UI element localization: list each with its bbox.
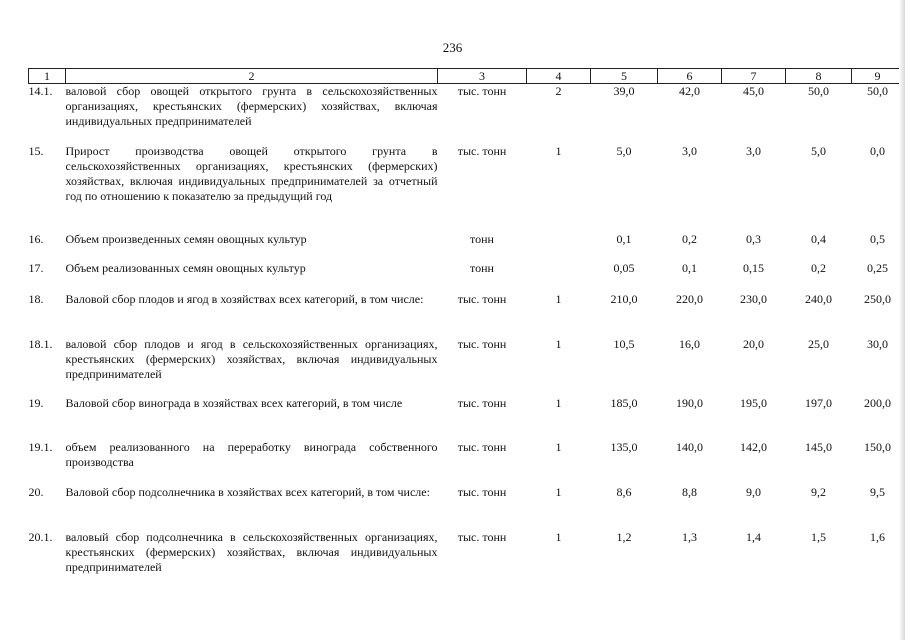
row-indicator: Объем произведенных семян овощных культур (65, 231, 307, 246)
row-value: 20,0 (743, 336, 764, 351)
row-value: 9,5 (870, 484, 885, 499)
table-row (29, 337, 904, 396)
header-cell: 4 (527, 69, 591, 84)
row-value: 135,0 (610, 439, 638, 454)
row-col4: 2 (555, 84, 562, 98)
header-cell: 5 (591, 69, 658, 84)
row-value: 3,0 (682, 143, 697, 158)
row-col4 (527, 261, 591, 292)
row-value: 140,0 (676, 439, 703, 454)
row-value: 142,0 (740, 439, 767, 454)
scan-edge (899, 0, 905, 640)
row-unit: тыс. тонн (457, 395, 507, 410)
row-col4: 1 (555, 484, 562, 499)
row-value: 0,1 (682, 260, 697, 275)
row-indicator: валовой сбор плодов и ягод в сельскохозяйственных организациях, крестьянских (фермерских) хозяйствах, включая индивидуальных предпринимателей (65, 336, 438, 381)
header-cell: 2 (66, 69, 438, 84)
row-value: 8,8 (682, 484, 697, 499)
row-number: 15. (28, 143, 44, 158)
row-unit: тыс. тонн (457, 143, 507, 158)
table-row (29, 530, 904, 578)
header-cell: 9 (852, 69, 904, 84)
row-value: 5,0 (811, 143, 826, 158)
row-value: 39,0 (613, 84, 635, 98)
row-value: 50,0 (808, 84, 829, 98)
row-col4: 1 (555, 143, 562, 158)
header-cell: 7 (722, 69, 786, 84)
row-number: 18. (28, 291, 44, 306)
row-value: 10,5 (613, 336, 635, 351)
row-value: 0,25 (867, 260, 888, 275)
table-row (29, 440, 904, 485)
row-indicator: объем реализованного на переработку винограда собственного производства (65, 439, 438, 469)
table-header-row (29, 69, 904, 84)
row-value: 250,0 (864, 291, 891, 306)
row-col4: 1 (555, 336, 562, 351)
row-value: 0,1 (616, 231, 632, 246)
row-number: 19. (28, 395, 44, 410)
header-cell: 3 (438, 69, 527, 84)
row-unit: тыс. тонн (457, 336, 507, 351)
indicators-table (28, 68, 904, 578)
row-unit: тыс. тонн (457, 84, 507, 98)
row-value: 0,15 (743, 260, 764, 275)
row-unit: тыс. тонн (457, 439, 507, 454)
row-value: 220,0 (676, 291, 703, 306)
table-row (29, 396, 904, 440)
table-row (29, 144, 904, 232)
row-value: 42,0 (679, 84, 700, 98)
row-value: 230,0 (740, 291, 767, 306)
row-value: 0,3 (746, 231, 761, 246)
row-value: 190,0 (676, 395, 703, 410)
row-col4: 1 (555, 395, 562, 410)
row-col4: 1 (555, 529, 562, 544)
row-number: 16. (28, 231, 44, 246)
row-unit: тыс. тонн (457, 529, 507, 544)
row-value: 0,5 (870, 231, 885, 246)
header-cell: 8 (786, 69, 852, 84)
row-value: 0,0 (870, 143, 885, 158)
row-indicator: валовый сбор подсолнечника в сельскохозяйственных организациях, крестьянских (фермерских) хозяйствах, включая индивидуальных предпринимателей (65, 529, 438, 574)
row-unit: тонн (470, 231, 494, 246)
row-indicator: Объем реализованных семян овощных культур (65, 260, 306, 275)
table-row (29, 232, 904, 261)
row-unit: тыс. тонн (457, 291, 507, 306)
row-value: 200,0 (864, 395, 891, 410)
table-row (29, 84, 904, 144)
row-value: 16,0 (679, 336, 700, 351)
row-number: 14.1. (28, 84, 53, 98)
row-value: 9,2 (811, 484, 826, 499)
row-value: 45,0 (743, 84, 764, 98)
table-row (29, 485, 904, 530)
row-value: 30,0 (867, 336, 888, 351)
row-value: 0,2 (811, 260, 826, 275)
row-indicator: Валовой сбор винограда в хозяйствах всех категорий, в том числе (65, 395, 403, 410)
row-value: 5,0 (616, 143, 632, 158)
row-indicator: Прирост производства овощей открытого грунта в сельскохозяйственных организациях, крестьянских (фермерских) хозяйствах, включая индивидуальных предпринимателей за отчетный год по отношению к показателю за предыдущий год (65, 143, 438, 203)
row-value: 197,0 (805, 395, 832, 410)
row-col4: 1 (555, 291, 562, 306)
row-value: 0,4 (811, 231, 826, 246)
row-value: 185,0 (610, 395, 638, 410)
row-value: 9,0 (746, 484, 761, 499)
row-unit: тыс. тонн (457, 484, 507, 499)
row-value: 1,3 (682, 529, 697, 544)
row-indicator: валовой сбор овощей открытого грунта в сельскохозяйственных организациях, крестьянских (фермерских) хозяйствах, включая индивидуальных предпринимателей (65, 84, 438, 128)
header-cell: 6 (658, 69, 722, 84)
row-value: 50,0 (867, 84, 888, 98)
row-value: 3,0 (746, 143, 761, 158)
table-row (29, 292, 904, 337)
row-value: 0,2 (682, 231, 697, 246)
row-indicator: Валовой сбор плодов и ягод в хозяйствах всех категорий, в том числе: (65, 291, 424, 306)
table-row (29, 261, 904, 292)
row-indicator: Валовой сбор подсолнечника в хозяйствах всех категорий, в том числе: (65, 484, 430, 499)
row-col4 (527, 232, 591, 261)
row-value: 1,4 (746, 529, 761, 544)
header-cell: 1 (29, 69, 66, 84)
row-value: 210,0 (610, 291, 638, 306)
row-number: 20. (28, 484, 44, 499)
row-number: 18.1. (28, 336, 53, 351)
row-number: 20.1. (28, 529, 53, 544)
row-value: 0,05 (613, 260, 635, 275)
row-col4: 1 (555, 439, 562, 454)
row-value: 8,6 (616, 484, 632, 499)
row-value: 145,0 (805, 439, 832, 454)
row-value: 25,0 (808, 336, 829, 351)
page-number: 236 (442, 40, 463, 55)
row-number: 19.1. (28, 439, 53, 454)
row-value: 1,6 (870, 529, 885, 544)
row-value: 195,0 (740, 395, 767, 410)
row-unit: тонн (470, 260, 494, 275)
row-value: 1,5 (811, 529, 826, 544)
row-value: 1,2 (616, 529, 632, 544)
row-number: 17. (28, 260, 44, 275)
row-value: 240,0 (805, 291, 832, 306)
row-value: 150,0 (864, 439, 891, 454)
